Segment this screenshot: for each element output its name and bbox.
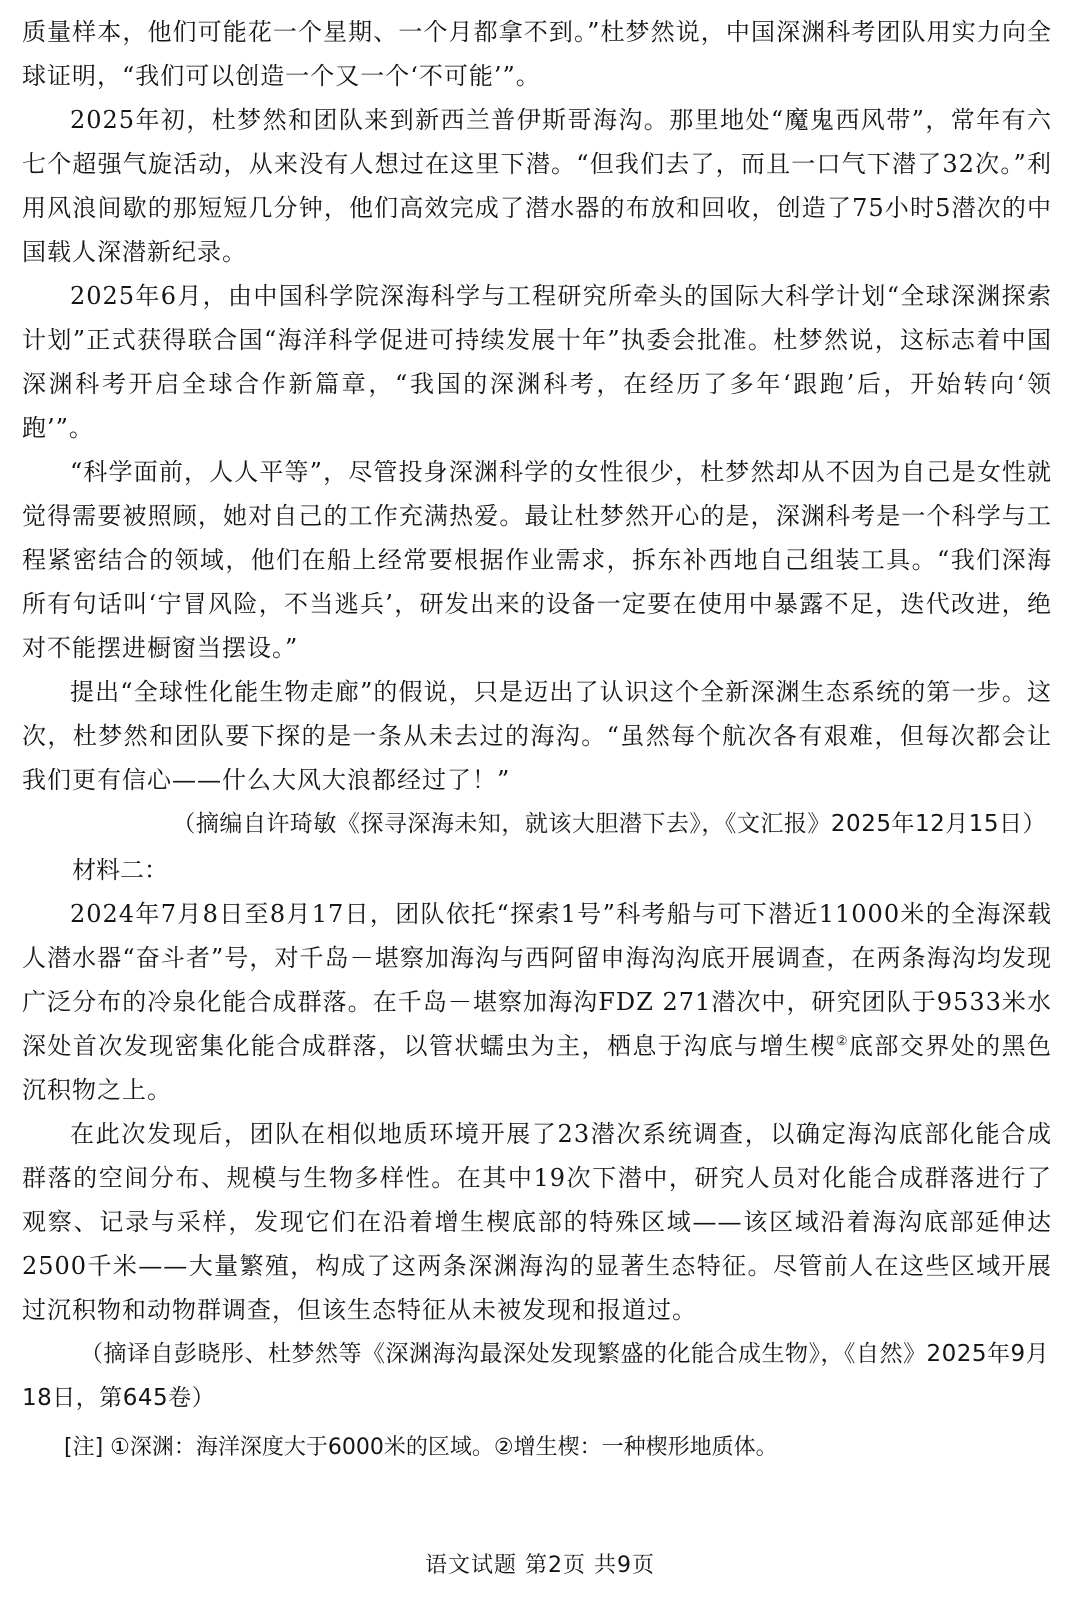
citation-material-two: （摘译自彭晓彤、杜梦然等《深渊海沟最深处发现繁盛的化能合成生物》，《自然》2025年9月18日，第645卷）	[22, 1341, 1050, 1411]
body-paragraph	[22, 892, 1052, 1112]
exam-page	[22, 10, 1052, 1600]
page-footer: 语文试题 第2页 共9页	[425, 1553, 655, 1578]
material-two-heading: 材料二：	[72, 856, 168, 884]
body-paragraph: 2025年初，杜梦然和团队来到新西兰普伊斯哥海沟。那里地处“魔鬼西风带”，常年有六七个超强气旋活动，从来没有人想过在这里下潜。“但我们去了，而且一口气下潜了32次。”利用风浪间歇的那短短几分钟，他们高效完成了潜水器的布放和回收，创造了75小时5潜次的中国载人深潜新纪录。	[22, 106, 1052, 266]
annotation-note: [注] ①深渊：海洋深度大于6000米的区域。②增生楔：一种楔形地质体。	[64, 1435, 778, 1460]
material-two-text-continued: 底部交界处的黑色沉积物之上。	[22, 1032, 1053, 1104]
footnote-marker: ②	[835, 1034, 849, 1049]
body-paragraph: 质量样本，他们可能花一个星期、一个月都拿不到。”杜梦然说，中国深渊科考团队用实力向全球证明，“我们可以创造一个又一个‘不可能’”。	[22, 18, 1052, 90]
body-paragraph: “科学面前，人人平等”，尽管投身深渊科学的女性很少，杜梦然却从不因为自己是女性就觉得需要被照顾，她对自己的工作充满热爱。最让杜梦然开心的是，深渊科考是一个科学与工程紧密结合的领域，他们在船上经常要根据作业需求，拆东补西地自己组装工具。“我们深海所有句话叫‘宁冒风险，不当逃兵’，研发出来的设备一定要在使用中暴露不足，迭代改进，绝对不能摆进橱窗当摆设。”	[22, 458, 1052, 662]
body-paragraph: 提出“全球性化能生物走廊”的假说，只是迈出了认识这个全新深渊生态系统的第一步。这次，杜梦然和团队要下探的是一条从未去过的海沟。“虽然每个航次各有艰难，但每次都会让我们更有信心——什么大风大浪都经过了！”	[22, 678, 1052, 794]
material-two-text: 2024年7月8日至8月17日，团队依托“探索1号”科考船与可下潜近11000米的全海深载人潜水器“奋斗者”号，对千岛－堪察加海沟与西阿留申海沟沟底开展调查，在两条海沟均发现广泛分布的冷泉化能合成群落。在千岛－堪察加海沟FDZ 271潜次中，研究团队于9533米水深处首次发现密集化能合成群落，以管状蠕虫为主，栖息于沟底与增生楔	[22, 900, 1052, 1060]
body-paragraph: 在此次发现后，团队在相似地质环境开展了23潜次系统调查，以确定海沟底部化能合成群落的空间分布、规模与生物多样性。在其中19次下潜中，研究人员对化能合成群落进行了观察、记录与采样，发现它们在沿着增生楔底部的特殊区域——该区域沿着海沟底部延伸达2500千米——大量繁殖，构成了这两条深渊海沟的显著生态特征。尽管前人在这些区域开展过沉积物和动物群调查，但该生态特征从未被发现和报道过。	[22, 1120, 1052, 1324]
citation-material-one: （摘编自许琦敏《探寻深海未知，就该大胆潜下去》，《文汇报》2025年12月15日）	[172, 811, 1046, 837]
body-paragraph: 2025年6月，由中国科学院深海科学与工程研究所牵头的国际大科学计划“全球深渊探索计划”正式获得联合国“海洋科学促进可持续发展十年”执委会批准。杜梦然说，这标志着中国深渊科考开启全球合作新篇章，“我国的深渊科考，在经历了多年‘跟跑’后，开始转向‘领跑’”。	[22, 282, 1052, 442]
